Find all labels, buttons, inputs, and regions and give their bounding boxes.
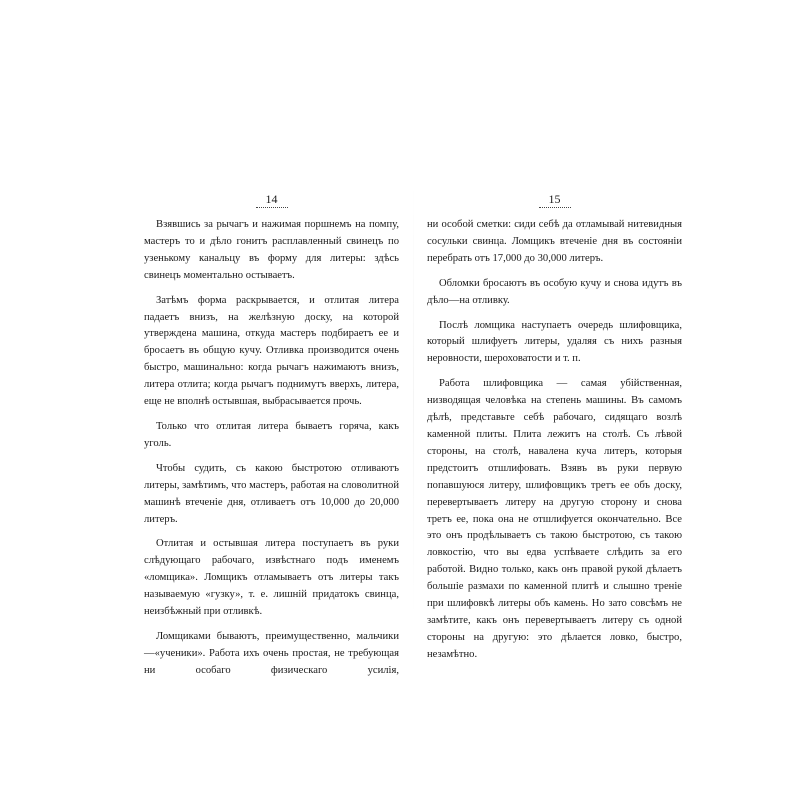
paragraph: Обломки бросаютъ въ особую кучу и снова идутъ въ дѣло—на отливку.	[427, 277, 682, 306]
right-page-body	[427, 217, 682, 664]
right-page	[427, 193, 682, 672]
paragraph: Ломщиками бываютъ, преимущественно, мальчики—«ученики». Работа ихъ очень простая, не требующая ни особаго физическаго усилія,	[144, 630, 399, 676]
left-page	[144, 193, 399, 688]
book-gutter	[413, 180, 414, 620]
left-page-body	[144, 217, 399, 680]
page-number-rule-left	[256, 207, 288, 208]
paragraph: Послѣ ломщика наступаетъ очередь шлифовщика, который шлифуетъ литеры, удаляя съ нихъ разныя неровности, шероховатости и т. п.	[427, 319, 682, 365]
paragraph: Затѣмъ форма раскрывается, и отлитая литера падаетъ внизъ, на желѣзную доску, на которой утверждена машина, откуда мастеръ подбираетъ ее и бросаетъ въ общую кучу. Отливка производится очень быстро, машинально: когда рычагъ нажимаютъ внизъ, литера отлита; когда рычагъ поднимутъ вверхъ, литера, еще не вполнѣ остывшая, выбрасывается прочь.	[144, 294, 399, 408]
page-number-left: 14	[265, 192, 278, 206]
page-number-right: 15	[548, 192, 561, 206]
paragraph: Взявшись за рычагъ и нажимая поршнемъ на помпу, мастеръ то и дѣло гонитъ расплавленный свинецъ по узенькому канальцу въ форму для литеры: здѣсь свинецъ моментально остываетъ.	[144, 219, 399, 281]
paragraph: Отлитая и остывшая литера поступаетъ въ руки слѣдующаго рабочаго, извѣстнаго подъ именемъ «ломщика». Ломщикъ отламываетъ отъ литеры такъ называемую «гузку», т. е. лишній придатокъ свинца, неизбѣжный при отливкѣ.	[144, 538, 399, 618]
paragraph: Только что отлитая литера бываетъ горяча, какъ уголь.	[144, 420, 399, 449]
paragraph: Чтобы судить, съ какою быстротою отливаютъ литеры, замѣтимъ, что мастеръ, работая на словолитной машинѣ втеченіе дня, отливаетъ отъ 10,000 до 20,000 литеръ.	[144, 462, 399, 525]
paragraph: Работа шлифовщика — самая убійственная, низводящая человѣка на степень машины. Въ самомъ дѣлѣ, представьте себѣ рабочаго, сидящаго возлѣ каменной плиты. Плита лежитъ на столѣ. Съ лѣвой стороны, на столѣ, навалена куча литеръ, которыя предстоитъ отшлифовать. Взявъ въ руки первую попавшуюся литеру, шлифовщикъ третъ ее объ доску, перевертываетъ литеру на другую сторону и снова третъ ее, пока она не отшлифуется окончательно. Все это онъ продѣлываетъ съ такою быстротою, съ такою ловкостію, что вы едва успѣваете слѣдить за его работой. Видно только, какъ онъ правой рукой дѣлаетъ большіе размахи по каменной плитѣ и слышно треніе при шлифовкѣ литеры объ камень. Но зато совсѣмъ не замѣтите, какъ онъ перевертываетъ литеру съ одной стороны на другую: это дѣлается ловко, быстро, незамѣтно.	[427, 378, 682, 660]
paragraph: ни особой сметки: сиди себѣ да отламывай нитевидныя сосульки свинца. Ломщикъ втеченіе дня въ состояніи перебрать отъ 17,000 до 30,000 литеръ.	[427, 219, 682, 264]
page-number-rule-right	[539, 207, 571, 208]
